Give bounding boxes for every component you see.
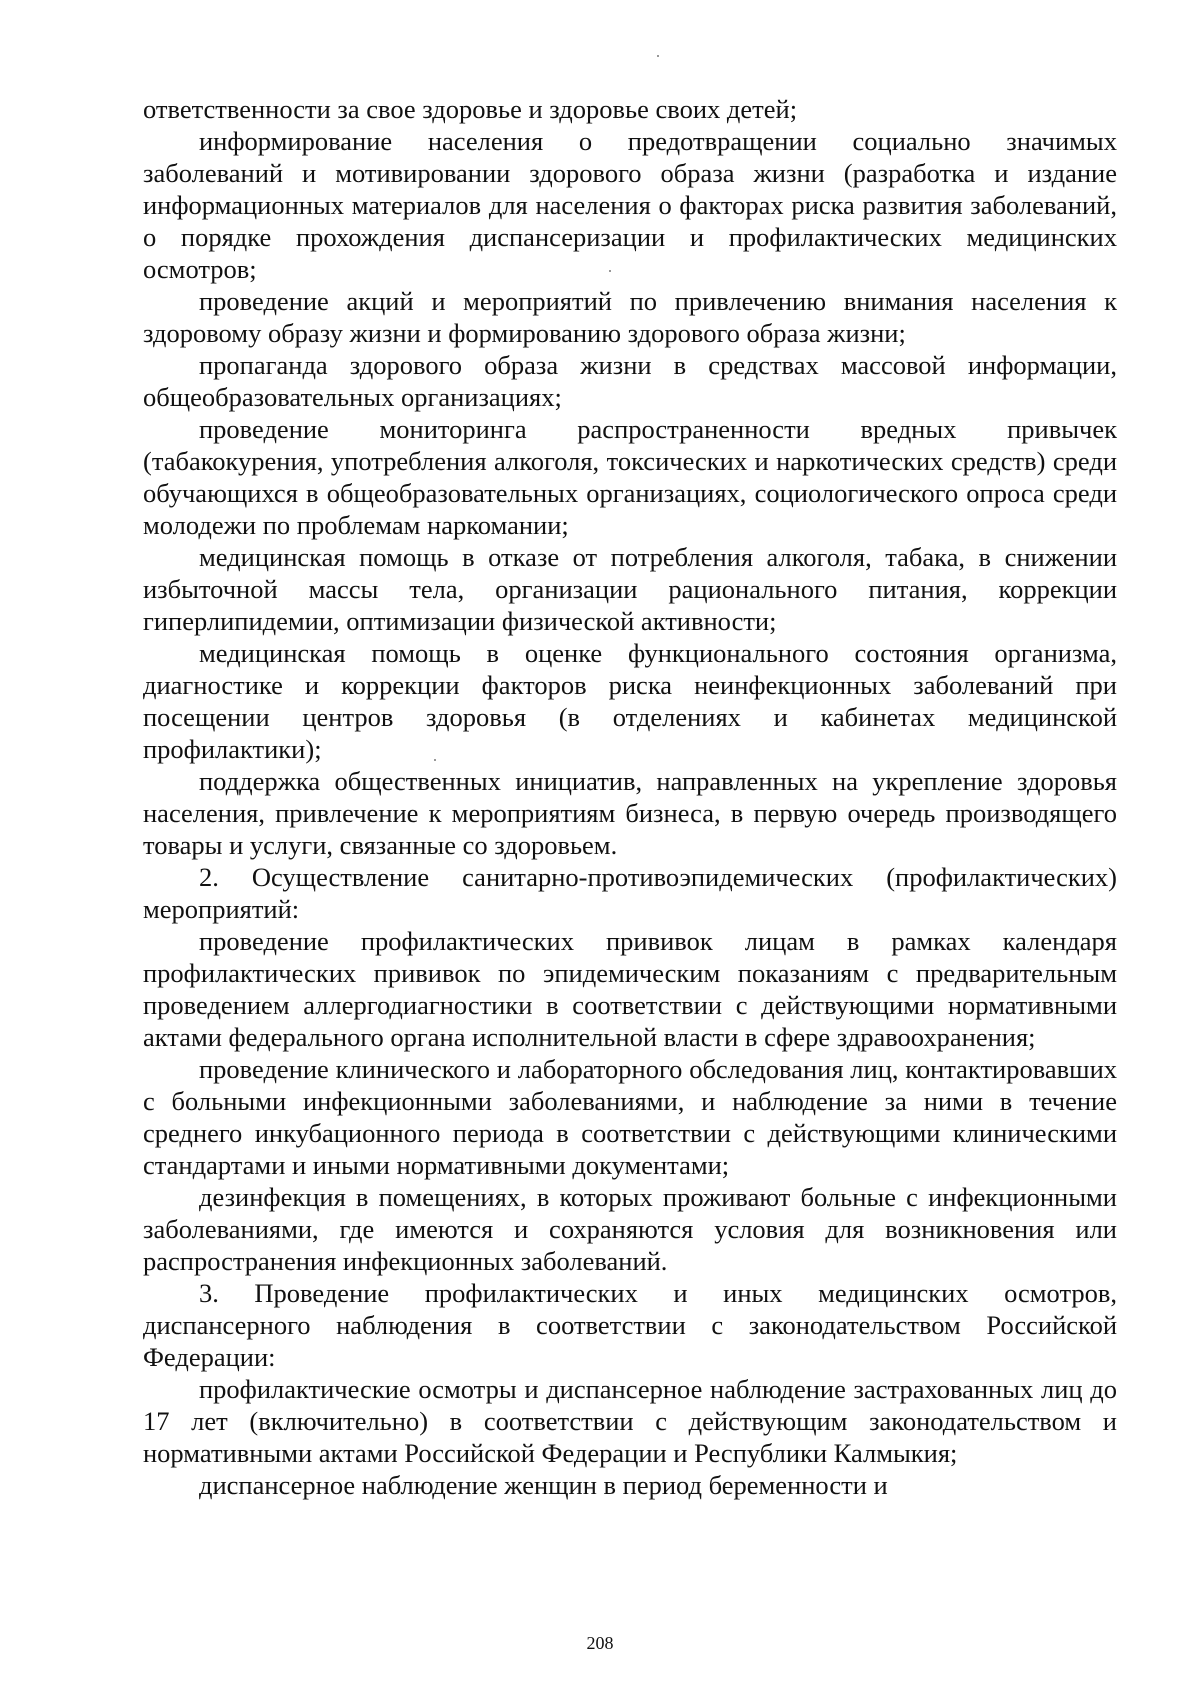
paragraph: ответственности за свое здоровье и здоровье своих детей; [143, 94, 798, 124]
scan-speck [657, 55, 659, 57]
paragraph: проведение профилактических прививок лицам в рамках календаря профилактических прививок по эпидемическим показаниям с предварительным проведением аллергодиагностики в соответствии с действующими нормативными актами федерального органа исполнительной власти в сфере здравоохранения; [143, 926, 1117, 1052]
section-heading-paragraph: 3. Проведение профилактических и иных медицинских осмотров, диспансерного наблюдения в соответствии с законодательством Российской Федерации: [143, 1278, 1117, 1372]
paragraph: медицинская помощь в отказе от потребления алкоголя, табака, в снижении избыточной массы тела, организации рационального питания, коррекции гиперлипидемии, оптимизации физической активности; [143, 542, 1117, 636]
paragraph: проведение мониторинга распространенности вредных привычек (табакокурения, употребления алкоголя, токсических и наркотических средств) среди обучающихся в общеобразовательных организациях, социологического опроса среди молодежи по проблемам наркомании; [143, 414, 1117, 540]
paragraph: пропаганда здорового образа жизни в средствах массовой информации, общеобразовательных организациях; [143, 350, 1117, 412]
paragraph: дезинфекция в помещениях, в которых проживают больные с инфекционными заболеваниями, где имеются и сохраняются условия для возникновения или распространения инфекционных заболеваний. [143, 1182, 1117, 1276]
paragraph: проведение клинического и лабораторного обследования лиц, контактировавших с больными инфекционными заболеваниями, и наблюдение за ними в течение среднего инкубационного периода в соответствии с действующими клиническими стандартами и иными нормативными документами; [143, 1054, 1117, 1180]
paragraph: медицинская помощь в оценке функционального состояния организма, диагностике и коррекции факторов риска неинфекционных заболеваний при посещении центров здоровья (в отделениях и кабинетах медицинской профилактики); [143, 638, 1117, 764]
paragraph: проведение акций и мероприятий по привлечению внимания населения к здоровому образу жизни и формированию здорового образа жизни; [143, 286, 1117, 348]
paragraph: поддержка общественных инициатив, направленных на укрепление здоровья населения, привлечение к мероприятиям бизнеса, в первую очередь производящего товары и услуги, связанные со здоровьем. [143, 766, 1117, 860]
paragraph: информирование населения о предотвращении социально значимых заболеваний и мотивировании здорового образа жизни (разработка и издание информационных материалов для населения о факторах риска развития заболеваний, о порядке прохождения диспансеризации и профилактических медицинских осмотров; [143, 126, 1117, 284]
paragraph: профилактические осмотры и диспансерное наблюдение застрахованных лиц до 17 лет (включительно) в соответствии с действующим законодательством и нормативными актами Российской Федерации и Республики Калмыкия; [143, 1374, 1117, 1468]
paragraph: диспансерное наблюдение женщин в период беременности и [199, 1470, 888, 1500]
page-number: 208 [586, 1633, 614, 1653]
section-heading-paragraph: 2. Осуществление санитарно-противоэпидемических (профилактических) мероприятий: [143, 862, 1117, 924]
document-body [143, 93, 1117, 1501]
